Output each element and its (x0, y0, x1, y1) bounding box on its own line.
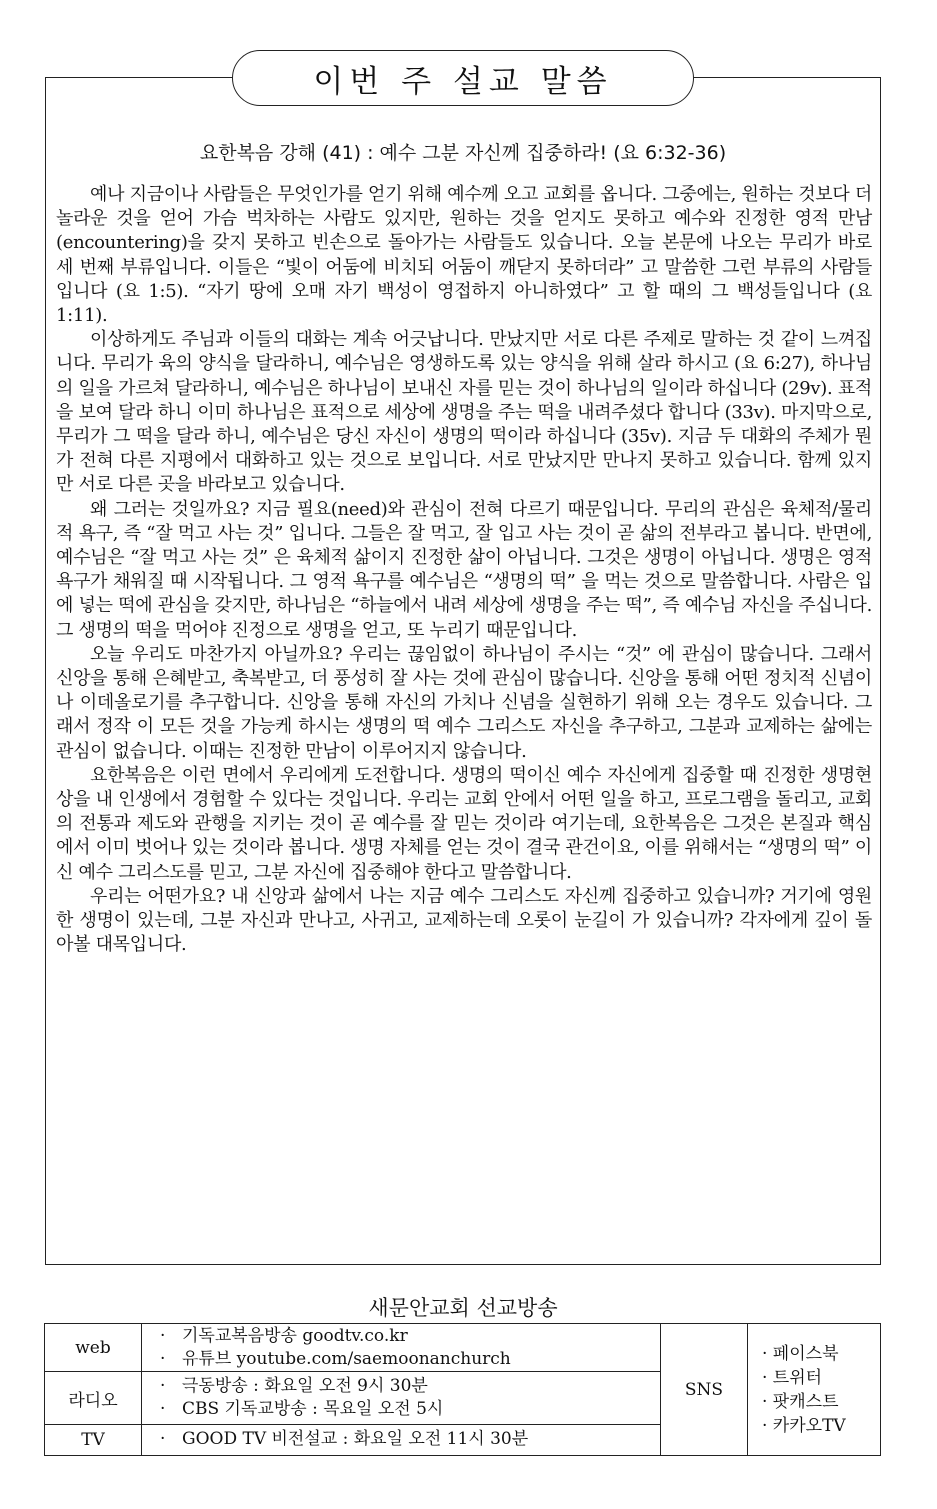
list-item: · CBS 기독교방송 : 목요일 오전 5시 (160, 1399, 444, 1420)
list-item: · 카카오TV (762, 1415, 846, 1436)
broadcast-category: web (45, 1324, 142, 1372)
sermon-paragraph: 요한복음은 이런 면에서 우리에게 도전합니다. 생명의 떡이신 예수 자신에게 집중할 때 진정한 생명현상을 내 인생에서 경험할 수 있다는 것입니다. 우리는 교회 안에서 어떤 일을 하고, 프로그램을 돌리고, 교회의 전통과 제도와 관행을 지키는 것이 곧 예수를 잘 믿는 것이라 여기는데, 요한복음은 그것은 본질과 핵심에서 이미 벗어나 있는 것이라 봅니다. 생명 자체를 얻는 것이 결국 관건이요, 이를 위해서는 “생명의 떡” 이신 예수 그리스도를 믿고, 그분 자신에 집중해야 한다고 말씀합니다. (56, 764, 872, 883)
broadcast-table (44, 1323, 881, 1456)
list-item: · 극동방송 : 화요일 오전 9시 30분 (160, 1376, 428, 1397)
sermon-body (56, 183, 872, 958)
broadcast-items (142, 1372, 661, 1424)
broadcast-category: 라디오 (45, 1372, 142, 1424)
list-item: · 기독교복음방송 goodtv.co.kr (160, 1325, 408, 1346)
sns-label: SNS (661, 1324, 748, 1456)
broadcast-items (142, 1324, 661, 1372)
page-title: 이번 주 설교 말씀 (232, 50, 694, 106)
broadcast-title: 새문안교회 선교방송 (368, 1296, 558, 1320)
sermon-paragraph: 오늘 우리도 마찬가지 아닐까요? 우리는 끊임없이 하나님이 주시는 “것” 에 관심이 많습니다. 그래서 신앙을 통해 은혜받고, 축복받고, 더 풍성히 잘 사는 것에 관심이 많습니다. 신앙을 통해 어떤 정치적 신념이나 이데올로기를 추구합니다. 신앙을 통해 자신의 가치나 신념을 실현하기 위해 오는 경우도 있습니다. 그래서 정작 이 모든 것을 가능케 하시는 생명의 떡 예수 그리스도 자신을 추구하고, 그분과 교제하는 삶에는 관심이 없습니다. 이때는 진정한 만남이 이루어지지 않습니다. (56, 643, 872, 762)
sermon-paragraph: 왜 그러는 것일까요? 지금 필요(need)와 관심이 전혀 다르기 때문입니다. 무리의 관심은 육체적/물리적 욕구, 즉 “잘 먹고 사는 것” 입니다. 그들은 잘 먹고, 잘 입고 사는 것이 곧 삶의 전부라고 봅니다. 반면에, 예수님은 “잘 먹고 사는 것” 은 육체적 삶이지 진정한 삶이 아닙니다. 그것은 생명이 아닙니다. 생명은 영적 욕구가 채워질 때 시작됩니다. 그 영적 욕구를 예수님은 “생명의 떡” 을 먹는 것으로 말씀합니다. 사람은 입에 넣는 떡에 관심을 갖지만, 하나님은 “하늘에서 내려 세상에 생명을 주는 떡”, 즉 예수님 자신을 주십니다. 그 생명의 떡을 먹어야 진정으로 생명을 얻고, 또 누리기 때문입니다. (56, 498, 872, 641)
broadcast-category: TV (45, 1424, 142, 1455)
broadcast-items (142, 1424, 661, 1455)
sns-list (748, 1324, 881, 1456)
list-item: · 유튜브 youtube.com/saemoonanchurch (160, 1348, 511, 1369)
list-item: · 팟캐스트 (762, 1391, 839, 1412)
sermon-paragraph: 우리는 어떤가요? 내 신앙과 삶에서 나는 지금 예수 그리스도 자신께 집중하고 있습니까? 거기에 영원한 생명이 있는데, 그분 자신과 만나고, 사귀고, 교제하는데 오롯이 눈길이 가 있습니까? 각자에게 깊이 돌아볼 대목입니다. (56, 885, 872, 956)
list-item: · 트위터 (762, 1367, 823, 1388)
sermon-paragraph: 이상하게도 주님과 이들의 대화는 계속 어긋납니다. 만났지만 서로 다른 주제로 말하는 것 같이 느껴집니다. 무리가 육의 양식을 달라하니, 예수님은 영생하도록 있는 양식을 위해 살라 하시고 (요 6:27), 하나님의 일을 가르쳐 달라하니, 예수님은 하나님이 보내신 자를 믿는 것이 하나님의 일이라 하십니다 (29v). 표적을 보여 달라 하니 이미 하나님은 표적으로 세상에 생명을 주는 떡을 내려주셨다 합니다 (33v). 마지막으로, 무리가 그 떡을 달라 하니, 예수님은 당신 자신이 생명의 떡이라 하십니다 (35v). 지금 두 대화의 주체가 뭔가 전혀 다른 지평에서 대화하고 있는 것으로 보입니다. 서로 만났지만 만나지 못하고 있습니다. 함께 있지만 서로 다른 곳을 바라보고 있습니다. (56, 329, 872, 496)
list-item: · 페이스북 (762, 1343, 839, 1364)
list-item: · GOOD TV 비전설교 : 화요일 오전 11시 30분 (160, 1429, 529, 1450)
sermon-subtitle: 요한복음 강해 (41) : 예수 그분 자신께 집중하라! (요 6:32-36) (199, 142, 727, 164)
sermon-paragraph: 예나 지금이나 사람들은 무엇인가를 얻기 위해 예수께 오고 교회를 옵니다. 그중에는, 원하는 것보다 더 놀라운 것을 얻어 가슴 벅차하는 사람도 있지만, 원하는 것을 얻지도 못하고 예수와 진정한 영적 만남(encountering)을 갖지 못하고 빈손으로 돌아가는 사람들도 있습니다. 오늘 본문에 나오는 무리가 바로 세 번째 부류입니다. 이들은 “빛이 어둠에 비치되 어둠이 깨닫지 못하더라” 고 말씀한 그런 부류의 사람들입니다 (요 1:5). “자기 땅에 오매 자기 백성이 영접하지 아니하였다” 고 할 때의 그 백성들입니다 (요 1:11). (56, 184, 872, 327)
